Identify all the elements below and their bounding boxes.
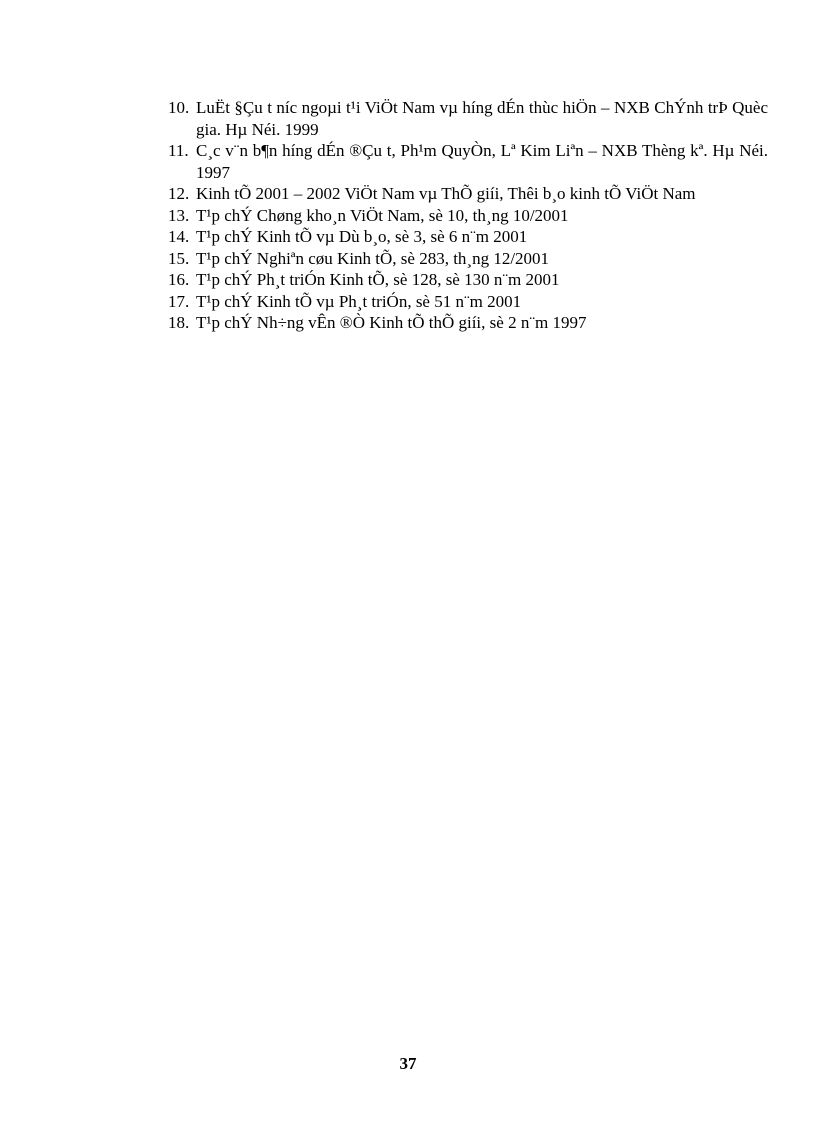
reference-number: 16. xyxy=(168,270,190,289)
reference-text: T¹p chÝ Nh÷ng vÊn ®Ò Kinh tÕ thÕ giíi, sè 2 n¨m 1997 xyxy=(196,313,587,332)
reference-number: 17. xyxy=(168,291,190,311)
reference-text: T¹p chÝ Chøng kho¸n ViÖt Nam, sè 10, th¸ng 10/2001 xyxy=(196,205,569,225)
reference-item xyxy=(168,205,768,227)
reference-item xyxy=(168,248,768,270)
reference-item xyxy=(168,226,768,248)
reference-text: T¹p chÝ Nghiªn cøu Kinh tÕ, sè 283, th¸ng 12/2001 xyxy=(196,248,550,268)
reference-item xyxy=(168,291,768,313)
reference-item xyxy=(168,183,768,205)
reference-text: LuËt §Çu t níc ngoµi t¹i ViÖt Nam vµ híng dÉn thùc hiÖn – NXB ChÝnh trÞ Quèc gia. Hµ Néi. 1999 xyxy=(196,98,768,139)
reference-item xyxy=(168,140,768,183)
reference-number: 11. xyxy=(168,141,189,160)
reference-list xyxy=(168,97,768,334)
reference-number: 13. xyxy=(168,205,190,225)
reference-text: T¹p chÝ Ph¸t triÓn Kinh tÕ, sè 128, sè 130 n¨m 2001 xyxy=(196,270,560,289)
reference-number: 18. xyxy=(168,313,190,332)
reference-text: T¹p chÝ Kinh tÕ vµ Ph¸t triÓn, sè 51 n¨m 2001 xyxy=(196,291,522,311)
reference-item xyxy=(168,312,768,334)
page-number: 37 xyxy=(399,1054,417,1073)
reference-number: 14. xyxy=(168,227,190,246)
reference-number: 12. xyxy=(168,184,190,203)
reference-item xyxy=(168,269,768,291)
reference-text: Kinh tÕ 2001 – 2002 ViÖt Nam vµ ThÕ giíi, Thêi b¸o kinh tÕ ViÖt Nam xyxy=(196,184,696,203)
reference-item xyxy=(168,97,768,140)
reference-number: 10. xyxy=(168,98,190,117)
reference-number: 15. xyxy=(168,248,190,268)
reference-text: C¸c v¨n b¶n híng dÉn ®Çu t, Ph¹m QuyÒn, Lª Kim Liªn – NXB Thèng kª. Hµ Néi. 1997 xyxy=(196,141,768,182)
reference-text: T¹p chÝ Kinh tÕ vµ Dù b¸o, sè 3, sè 6 n¨m 2001 xyxy=(196,227,528,246)
